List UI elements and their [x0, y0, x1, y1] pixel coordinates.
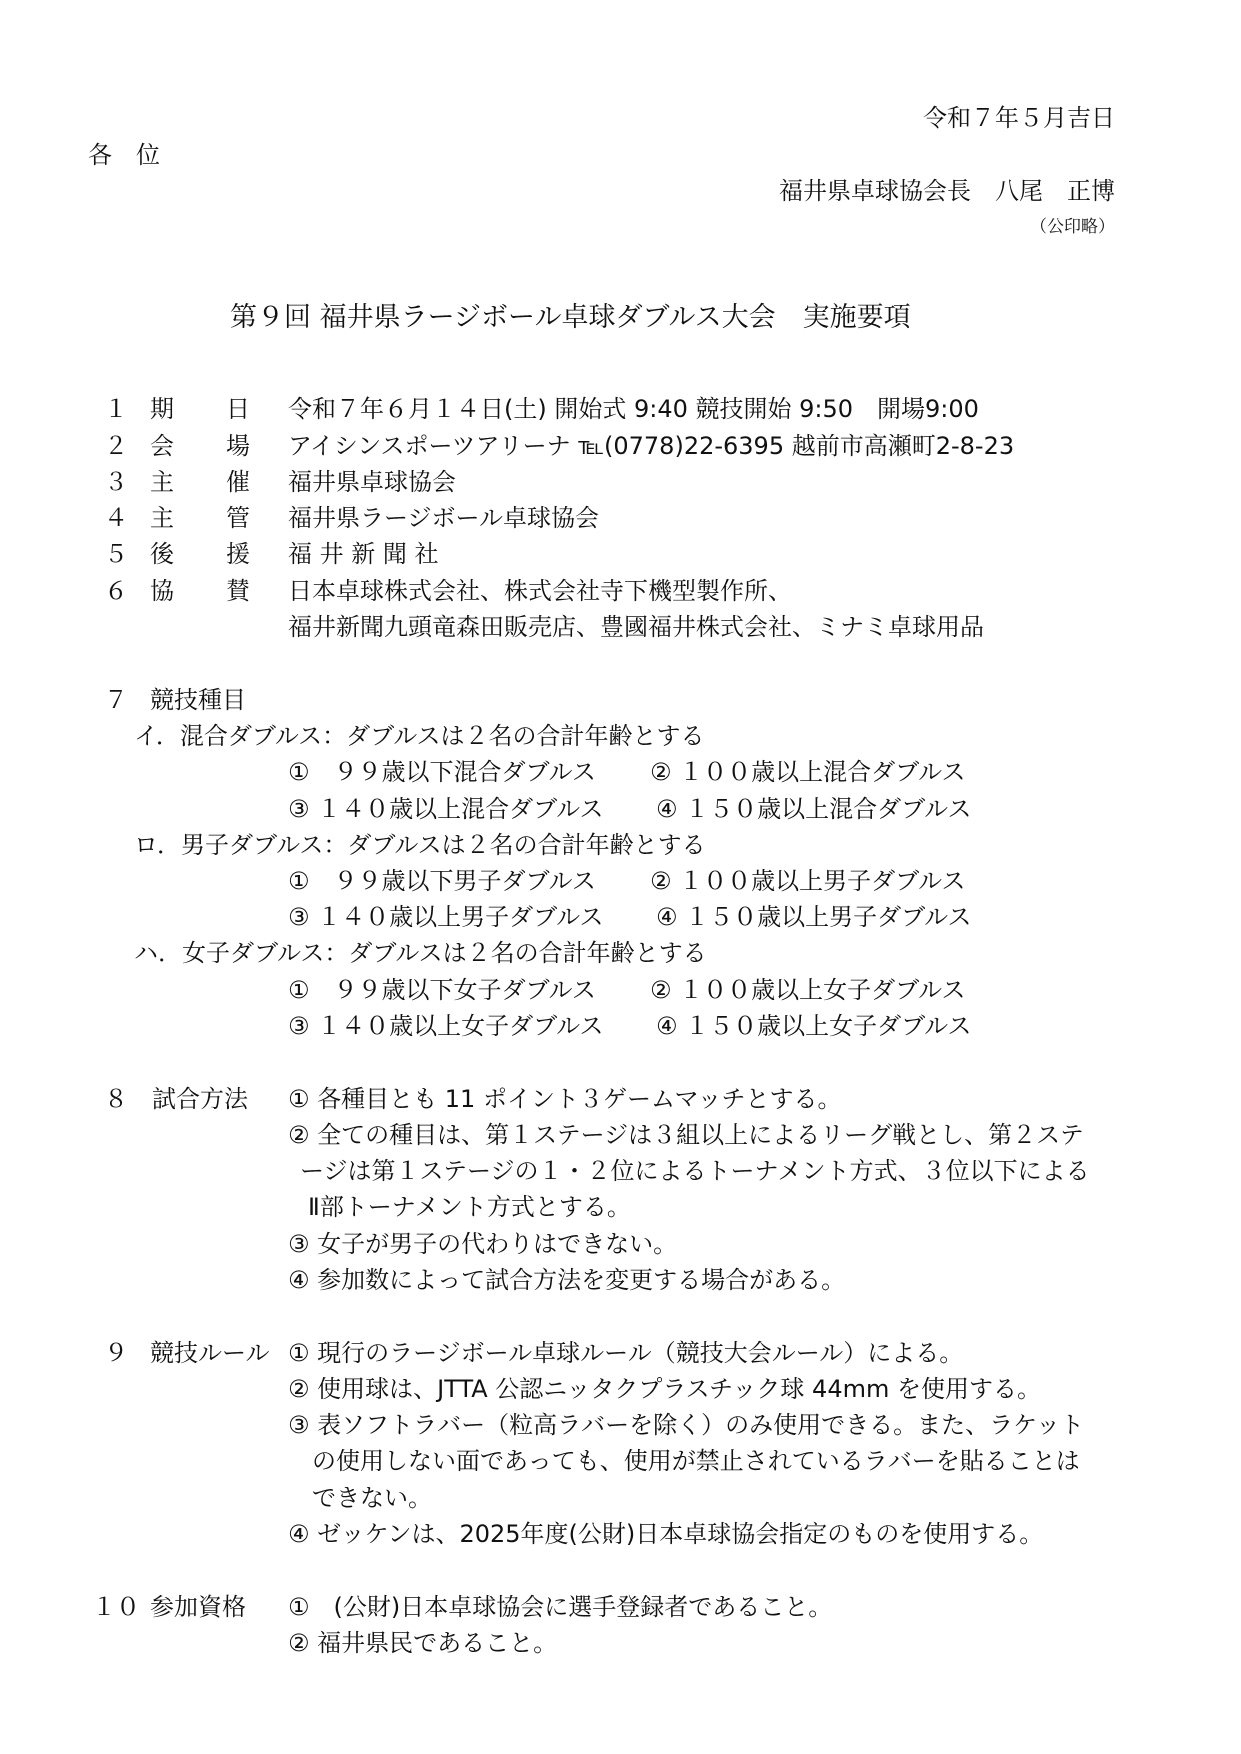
- item-number: ６: [104, 577, 128, 605]
- item-value-organizer: 福井県卓球協会: [288, 468, 456, 496]
- rules-line: ④ ゼッケンは、2025年度(公財)日本卓球協会指定のものを使用する。: [288, 1520, 1044, 1548]
- method-line: ④ 参加数によって試合方法を変更する場合がある。: [288, 1266, 846, 1294]
- method-line: ① 各種目とも 11 ポイント３ゲームマッチとする。: [288, 1085, 842, 1113]
- event-entry: ① ９９歳以下混合ダブルス: [288, 758, 596, 786]
- event-entry: ③ １４０歳以上混合ダブルス: [288, 795, 604, 823]
- item-value-manager: 福井県ラージボール卓球協会: [288, 504, 600, 532]
- event-entry: ④ １５０歳以上女子ダブルス: [656, 1012, 972, 1040]
- rules-line: ② 使用球は、JTTA 公認ニッタクプラスチック球 44mm を使用する。: [288, 1375, 1041, 1403]
- item-label-char: 場: [226, 432, 250, 460]
- rules-line: ③ 表ソフトラバー（粒高ラバーを除く）のみ使用できる。また、ラケット: [288, 1411, 1084, 1439]
- method-line: ージは第１ステージの１・２位によるトーナメント方式、３位以下による: [300, 1157, 1090, 1185]
- section-heading: 参加資格: [150, 1593, 246, 1621]
- section-heading: 競技ルール: [150, 1339, 270, 1367]
- eligibility-line: ② 福井県民であること。: [288, 1629, 558, 1657]
- event-entry: ③ １４０歳以上女子ダブルス: [288, 1012, 604, 1040]
- section-number: ９: [104, 1339, 128, 1367]
- event-group-title: イ．混合ダブルス：ダブルスは２名の合計年齢とする: [134, 722, 705, 750]
- event-entry: ① ９９歳以下男子ダブルス: [288, 867, 596, 895]
- item-label-char: 会: [150, 432, 174, 460]
- item-label-char: 協: [150, 577, 174, 605]
- item-label-char: 催: [226, 468, 250, 496]
- method-line: ② 全ての種目は、第１ステージは３組以上によるリーグ戦とし、第２ステ: [288, 1121, 1084, 1149]
- section-heading: 競技種目: [150, 686, 246, 714]
- event-entry: ② １００歳以上男子ダブルス: [650, 867, 966, 895]
- item-value-sponsors-continued: 福井新聞九頭竜森田販売店、豊國福井株式会社、ミナミ卓球用品: [288, 613, 984, 641]
- item-value-date: 令和７年６月１４日(土) 開始式 9:40 競技開始 9:50 開場9:00: [288, 395, 979, 423]
- item-label-char: 主: [150, 468, 174, 496]
- section-heading: 試合方法: [152, 1085, 248, 1113]
- rules-line: ① 現行のラージボール卓球ルール（競技大会ルール）による。: [288, 1339, 964, 1367]
- eligibility-line: ① (公財)日本卓球協会に選手登録者であること。: [288, 1593, 833, 1621]
- item-value-venue: アイシンスポーツアリーナ ℡(0778)22-6395 越前市高瀬町2-8-23: [288, 432, 1015, 460]
- section-number: ８: [104, 1085, 128, 1113]
- item-label-char: 期: [150, 395, 174, 423]
- method-line: ③ 女子が男子の代わりはできない。: [288, 1230, 678, 1258]
- item-label-char: 日: [226, 395, 250, 423]
- item-label-char: 管: [226, 504, 250, 532]
- document-date: 令和７年５月吉日: [923, 104, 1115, 132]
- item-label-char: 援: [226, 540, 250, 568]
- item-label-char: 後: [150, 540, 174, 568]
- item-value-support: 福 井 新 聞 社: [288, 540, 439, 568]
- item-label-char: 主: [150, 504, 174, 532]
- event-group-title: ハ．女子ダブルス：ダブルスは２名の合計年齢とする: [134, 939, 707, 967]
- event-entry: ④ １５０歳以上男子ダブルス: [656, 903, 972, 931]
- document-title: 第９回 福井県ラージボール卓球ダブルス大会 実施要項: [230, 302, 911, 333]
- item-label-char: 賛: [226, 577, 250, 605]
- item-value-sponsors: 日本卓球株式会社、株式会社寺下機型製作所、: [288, 577, 792, 605]
- item-number: ３: [104, 468, 128, 496]
- item-number: ５: [104, 540, 128, 568]
- method-line: Ⅱ部トーナメント方式とする。: [308, 1193, 631, 1221]
- event-entry: ② １００歳以上混合ダブルス: [650, 758, 966, 786]
- event-entry: ② １００歳以上女子ダブルス: [650, 976, 966, 1004]
- item-number: ２: [104, 432, 128, 460]
- addressee: 各 位: [88, 141, 160, 169]
- event-entry: ① ９９歳以下女子ダブルス: [288, 976, 596, 1004]
- section-number: ７: [104, 686, 128, 714]
- item-number: １: [104, 395, 128, 423]
- rules-line: できない。: [312, 1484, 432, 1512]
- item-number: ４: [104, 504, 128, 532]
- seal-note: （公印略）: [1030, 217, 1115, 237]
- event-entry: ④ １５０歳以上混合ダブルス: [656, 795, 972, 823]
- sender-name: 福井県卓球協会長 八尾 正博: [779, 177, 1115, 205]
- event-entry: ③ １４０歳以上男子ダブルス: [288, 903, 604, 931]
- event-group-title: ロ．男子ダブルス：ダブルスは２名の合計年齢とする: [134, 831, 706, 859]
- rules-line: の使用しない面であっても、使用が禁止されているラバーを貼ることは: [312, 1447, 1080, 1475]
- section-number: １０: [92, 1593, 140, 1621]
